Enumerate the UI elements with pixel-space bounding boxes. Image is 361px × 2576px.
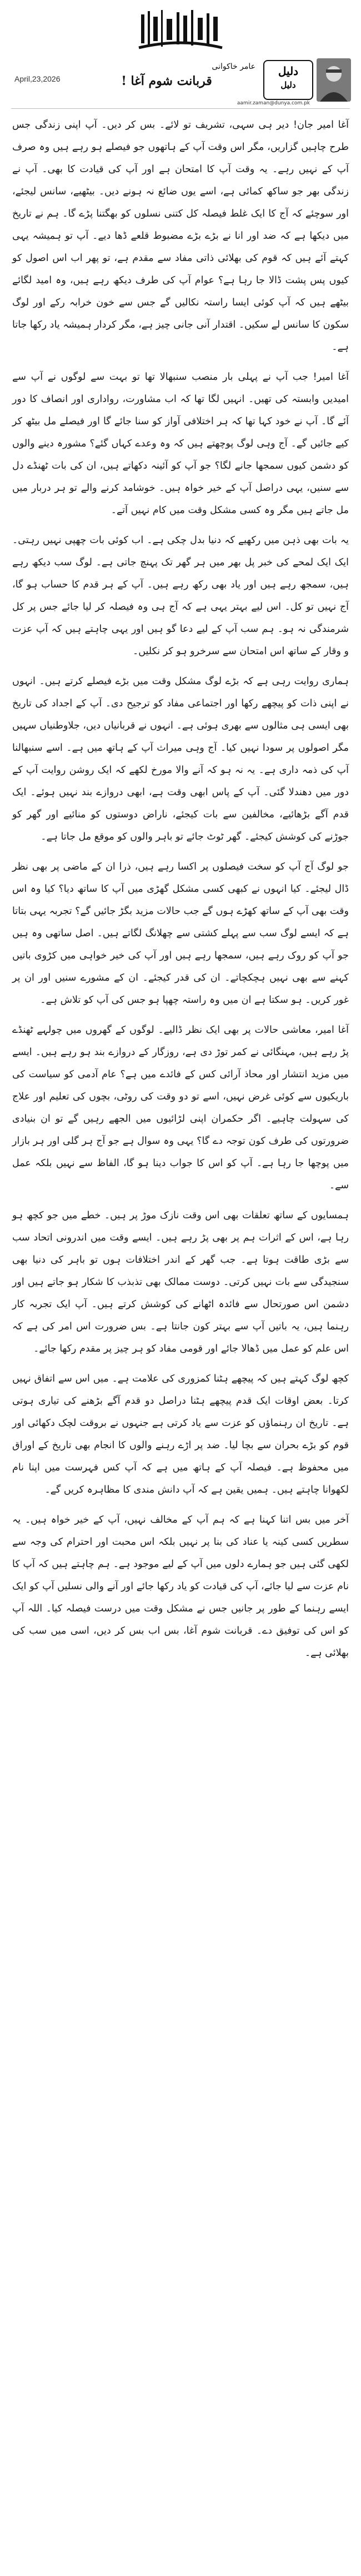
newspaper-masthead	[133, 4, 228, 54]
article-paragraph: ہمسایوں کے ساتھ تعلقات بھی اس وقت نازک موڑ پر ہیں۔ خطے میں جو کچھ ہو رہا ہے، اس کے اثرات ہم پر بھی پڑ رہے ہیں۔ ایسے وقت میں اندرونی اتحاد سب سے بڑی طاقت ہوتا ہے۔ جب گھر کے اندر اختلافات ہوں تو باہر کی دنیا بھی سنجیدگی سے بات نہیں کرتی۔ دوست ممالک بھی تذبذب کا شکار ہو جاتے ہیں اور دشمن اس صورتحال سے فائدہ اٹھانے کی کوشش کرتے ہیں۔ آپ ایک تجربہ کار رہنما ہیں، یہ باتیں آپ سے بہتر کون جانتا ہے۔ بس ضرورت اس امر کی ہے کہ اس علم کو عمل میں ڈھالا جائے اور قومی مفاد کو ہر چیز پر مقدم رکھا جائے۔	[12, 1210, 349, 1354]
author-name: عامر خاکوانی	[212, 62, 255, 71]
column-name-badge	[263, 60, 313, 100]
article-paragraph: جو لوگ آج آپ کو سخت فیصلوں پر اکسا رہے ہیں، ذرا ان کے ماضی پر بھی نظر ڈال لیجئے۔ کیا انہوں نے کبھی کسی مشکل گھڑی میں آپ کا ساتھ دیا؟ کیا وہ اس وقت بھی آپ کے ساتھ کھڑے ہوں گے جب حالات مزید بگڑ جائیں گے؟ تجربہ یہی بتاتا ہے کہ ایسے لوگ سب سے پہلے کشتی سے چھلانگ لگاتے ہیں۔ اصل ساتھی وہ ہیں جو آپ کو روک رہے ہیں، سمجھا رہے ہیں اور آپ کی خیر خواہی میں کڑوی باتیں کہنے سے بھی نہیں ہچکچاتے۔ ان کی قدر کیجئے۔ ان کے مشورے سنیں اور ان پر غور کریں۔ ہو سکتا ہے ان میں وہ راستہ چھپا ہو جس کی آپ کو تلاش ہے۔	[12, 861, 349, 1006]
article-paragraph: آغا امیر! جب آپ نے پہلی بار منصب سنبھالا تھا تو بہت سے لوگوں نے آپ سے امیدیں وابستہ کی تھیں۔ انہیں لگا تھا کہ اب مشاورت، رواداری اور انصاف کا دور آئے گا۔ آپ نے خود کہا تھا کہ ہر اختلافی آواز کو سنا جائے گا اور فیصلے مل بیٹھ کر کیے جائیں گے۔ آج وہی لوگ پوچھتے ہیں کہ وہ وعدے کہاں گئے؟ مشورہ دینے والوں کو دشمن کیوں سمجھا جانے لگا؟ جو آپ کو آئینہ دکھاتے ہیں، ان کی بات ٹھنڈے دل سے سنیں، یہی دراصل آپ کے خیر خواہ ہیں۔ خوشامد کرنے والے تو ہر دربار میں مل جاتے ہیں مگر وہ کسی مشکل وقت میں کام نہیں آتے۔	[12, 371, 349, 516]
column-name-line1: دلیل	[278, 64, 299, 78]
column-header	[0, 0, 361, 114]
publish-date: April,23,2026	[14, 74, 61, 83]
masthead-logo-icon	[133, 4, 228, 54]
article-title: قربانت شوم آغا !	[121, 74, 212, 88]
column-name-line2: دلیل	[280, 80, 296, 90]
article-body	[0, 114, 361, 1664]
article-paragraph: ہماری روایت رہی ہے کہ بڑے لوگ مشکل وقت میں بڑے فیصلے کرتے ہیں۔ انہوں نے اپنی ذات کو پیچھے رکھا اور اجتماعی مفاد کو ترجیح دی۔ آپ کے اجداد کی تاریخ بھی ایسی ہی مثالوں سے بھری ہوئی ہے۔ انہوں نے قربانیاں دیں، جلاوطنیاں سہیں مگر اصولوں پر سودا نہیں کیا۔ آج وہی میراث آپ کے ہاتھ میں ہے۔ اسے سنبھالنا آپ کی ذمہ داری ہے۔ یہ نہ ہو کہ آنے والا مورخ لکھے کہ ایک روشن روایت آپ کے دور میں دھندلا گئی۔ آپ کے پاس ابھی وقت ہے، ابھی دروازے بند نہیں ہوئے۔ ایک قدم آگے بڑھائیے، مخالفین سے بات کیجئے، ناراض دوستوں کو منائیے اور گھر کو جوڑنے کی کوشش کیجئے۔ گھر ٹوٹ جائے تو باہر والوں کو موقع مل جاتا ہے۔	[12, 676, 349, 842]
author-photo	[317, 58, 351, 102]
header-divider	[11, 108, 350, 109]
article-paragraph: آخر میں بس اتنا کہنا ہے کہ ہم آپ کے مخالف نہیں، آپ کے خیر خواہ ہیں۔ یہ سطریں کسی کینہ یا عناد کی بنا پر نہیں بلکہ اس محبت اور احترام کی وجہ سے لکھی گئی ہیں جو ہمارے دلوں میں آپ کے لیے موجود ہے۔ ہم چاہتے ہیں کہ آپ کا نام عزت سے لیا جائے، آپ کی قیادت کو یاد رکھا جائے اور آنے والی نسلیں آپ کو ایک ایسے رہنما کے طور پر جانیں جس نے مشکل وقت میں درست فیصلہ کیا۔ اللہ آپ کو اس کی توفیق دے۔ قربانت شوم آغا، بس اب بس کر دیں، اسی میں سب کی بھلائی ہے۔	[12, 1514, 349, 1659]
author-email: aamir.zaman@dunya.com.pk	[237, 101, 310, 106]
author-avatar-icon	[317, 58, 351, 102]
article-paragraph: کچھ لوگ کہتے ہیں کہ پیچھے ہٹنا کمزوری کی علامت ہے۔ میں اس سے اتفاق نہیں کرتا۔ بعض اوقات ایک قدم پیچھے ہٹنا دراصل دو قدم آگے بڑھنے کی تیاری ہوتی ہے۔ تاریخ ان رہنماؤں کو عزت سے یاد کرتی ہے جنہوں نے بروقت لچک دکھائی اور قوم کو بڑے بحران سے بچا لیا۔ ضد پر اڑے رہنے والوں کا انجام بھی تاریخ کے اوراق میں محفوظ ہے۔ فیصلہ آپ کے ہاتھ میں ہے کہ آپ کس فہرست میں اپنا نام لکھوانا چاہتے ہیں۔ ہمیں یقین ہے کہ آپ دانش مندی کا مظاہرہ کریں گے۔	[12, 1373, 349, 1495]
article-paragraph: آغا امیر، معاشی حالات پر بھی ایک نظر ڈالیے۔ لوگوں کے گھروں میں چولہے ٹھنڈے پڑ رہے ہیں، مہنگائی نے کمر توڑ دی ہے، روزگار کے دروازے بند ہو رہے ہیں۔ ایسے میں مزید انتشار اور محاذ آرائی کس کے فائدے میں ہے؟ عام آدمی کو سیاست کی باریکیوں سے کوئی غرض نہیں، اسے تو دو وقت کی روٹی، بچوں کی تعلیم اور علاج کی سہولت چاہیے۔ اگر حکمران اپنی لڑائیوں میں الجھے رہیں گے تو ان بنیادی ضرورتوں کی طرف کون توجہ دے گا؟ یہی وہ سوال ہے جو آج ہر گلی اور ہر بازار میں پوچھا جا رہا ہے۔ آپ کو اس کا جواب دینا ہو گا، الفاظ سے نہیں بلکہ عمل سے۔	[12, 1025, 349, 1191]
article-paragraph: آغا امیر جان! دیر ہی سہی، تشریف تو لائے۔ بس کر دیں۔ آپ اپنی زندگی جس طرح چاہیں گزاریں، مگر اس وقت آپ کے ہاتھوں جو فیصلے ہو رہے ہیں وہ صرف آپ کے نہیں رہے۔ یہ وقت آپ کا امتحان ہے اور آپ کی قیادت کا بھی۔ آپ نے زندگی بھر جو ساکھ کمائی ہے، اسے یوں ضائع نہ ہونے دیں۔ بیٹھیے، سانس لیجئے، اور سوچئے کہ آج کا ایک غلط فیصلہ کل کتنی نسلوں کو بھگتنا پڑے گا۔ ہم نے تاریخ میں دیکھا ہے کہ ضد اور انا نے بڑے بڑے مضبوط قلعے ڈھا دیے۔ آپ تو ہمیشہ یہی کہتے آئے ہیں کہ قوم کی بھلائی ذاتی مفاد سے مقدم ہے، تو پھر اب اس اصول کو کیوں پس پشت ڈالا جا رہا ہے؟ عوام آپ کی طرف دیکھ رہے ہیں، وہ امید لگائے بیٹھے ہیں کہ آپ کوئی ایسا راستہ نکالیں گے جس سے خون خرابہ رکے اور لوگ سکون کا سانس لے سکیں۔ اقتدار آنی جانی چیز ہے، مگر کردار ہمیشہ یاد رکھا جاتا ہے۔	[12, 119, 349, 353]
article-paragraph: یہ بات بھی ذہن میں رکھیے کہ دنیا بدل چکی ہے۔ اب کوئی بات چھپی نہیں رہتی۔ ایک ایک لمحے کی خبر پل بھر میں ہر گھر تک پہنچ جاتی ہے۔ لوگ سب دیکھ رہے ہیں، سمجھ رہے ہیں اور یاد بھی رکھ رہے ہیں۔ آپ کے ہر قدم کا حساب ہو گا، آج نہیں تو کل۔ اس لیے بہتر یہی ہے کہ آج ہی وہ فیصلہ کر لیا جائے جس پر کل شرمندگی نہ ہو۔ ہم سب آپ کے لیے دعا گو ہیں اور یہی چاہتے ہیں کہ آپ عزت و وقار کے ساتھ اس امتحان سے سرخرو ہو کر نکلیں۔	[12, 535, 349, 657]
